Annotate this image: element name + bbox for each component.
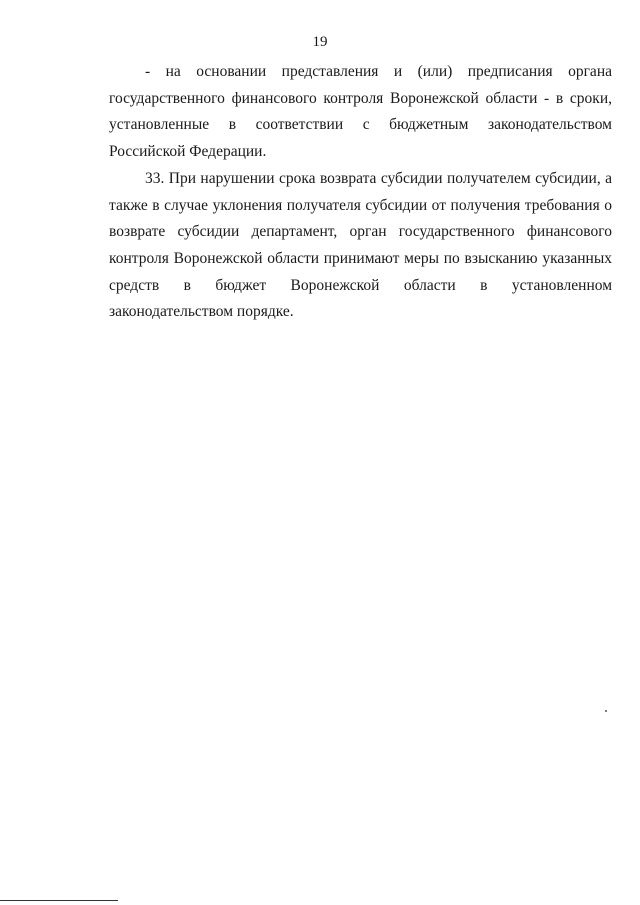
page-number: 19 [312, 34, 328, 50]
scan-speck [605, 710, 607, 712]
paragraph-33: 33. При нарушении срока возврата субсидии получателем субсидии, а также в случае уклонения получателя субсидии от получения требования о возврате субсидии департамент, орган государственного финансового контроля Воронежской области принимают меры по взысканию указанных средств в бюджет Воронежской области в установленном законодательством порядке. [109, 169, 612, 321]
document-body [109, 59, 612, 326]
paragraph-refund-basis: - на основании представления и (или) предписания органа государственного финансового контроля Воронежской области - в сроки, установленные в соответствии с бюджетным законодательством Российской Федерации. [109, 63, 612, 161]
footer-rule [0, 900, 118, 901]
